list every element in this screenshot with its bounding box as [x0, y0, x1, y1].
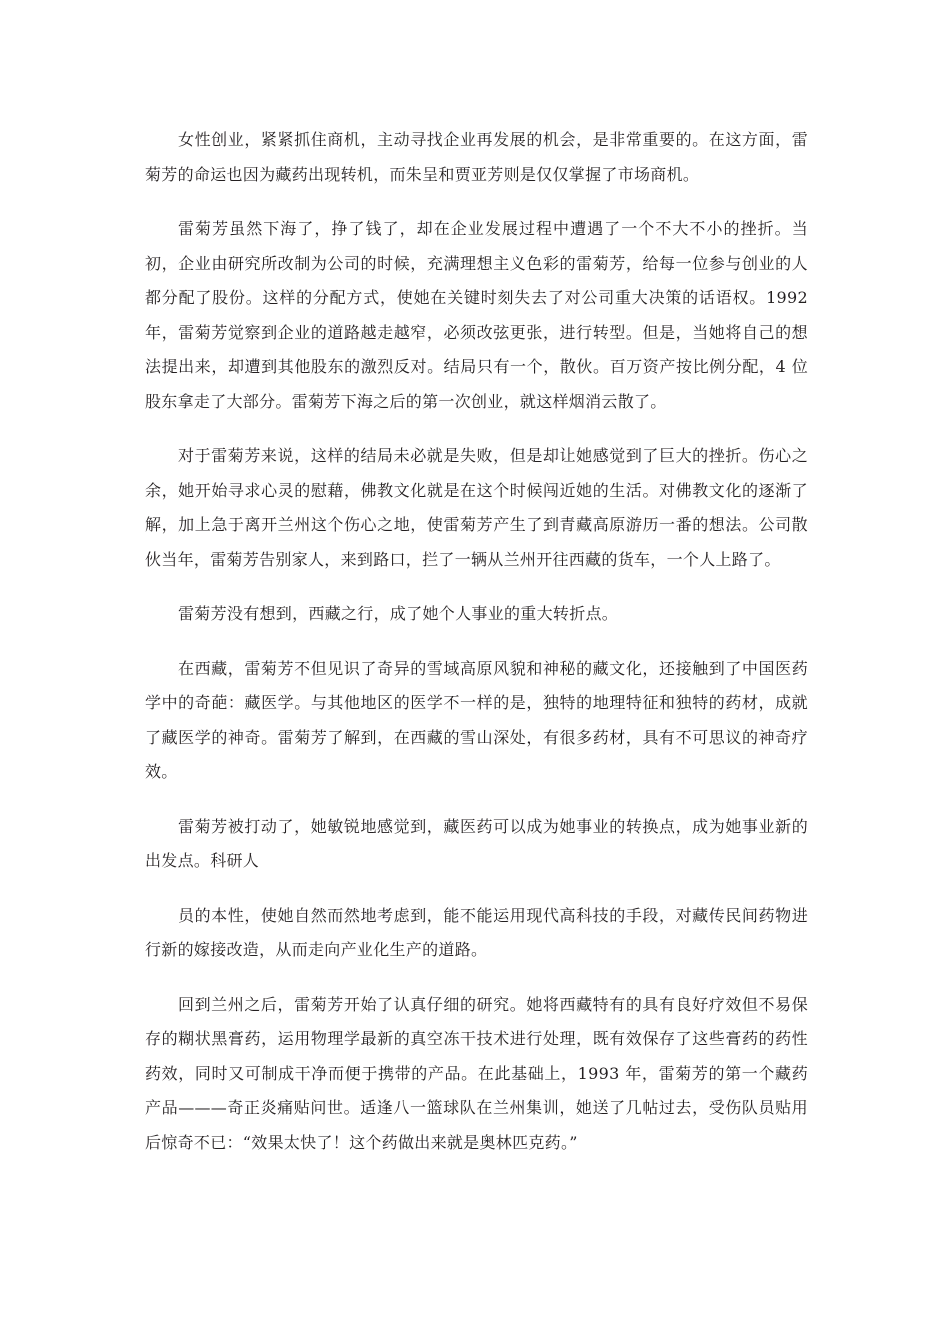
paragraph-3: 对于雷菊芳来说，这样的结局未必就是失败，但是却让她感觉到了巨大的挫折。伤心之余，她开始寻求心灵的慰藉，佛教文化就是在这个时候闯近她的生活。对佛教文化的逐渐了解，加上急于离开兰州这个伤心之地，使雷菊芳产生了到青藏高原游历一番的想法。公司散伙当年，雷菊芳告别家人，来到路口，拦了一辆从兰州开往西藏的货车，一个人上路了。 [145, 446, 808, 569]
paragraph-8: 回到兰州之后，雷菊芳开始了认真仔细的研究。她将西藏特有的具有良好疗效但不易保存的糊状黑膏药，运用物理学最新的真空冻干技术进行处理，既有效保存了这些膏药的药性药效，同时又可制成干净而便于携带的产品。在此基础上，1993 年，雷菊芳的第一个藏药产品———奇正炎痛贴问世。适逢八一篮球队在兰州集训，她送了几帖过去，受伤队员贴用后惊奇不已：“效果太快了！这个药做出来就是奥林匹克药。” [145, 994, 808, 1152]
paragraph-2: 雷菊芳虽然下海了，挣了钱了，却在企业发展过程中遭遇了一个不大不小的挫折。当初，企业由研究所改制为公司的时候，充满理想主义色彩的雷菊芳，给每一位参与创业的人都分配了股份。这样的分配方式，使她在关键时刻失去了对公司重大决策的话语权。1992 年，雷菊芳觉察到企业的道路越走越窄，必须改弦更张，进行转型。但是，当她将自己的想法提出来，却遭到其他股东的激烈反对。结局只有一个，散伙。百万资产按比例分配，4 位股东拿走了大部分。雷菊芳下海之后的第一次创业，就这样烟消云散了。 [145, 219, 808, 411]
article-body [145, 123, 808, 1180]
paragraph-6: 雷菊芳被打动了，她敏锐地感觉到，藏医药可以成为她事业的转换点，成为她事业新的出发点。科研人 [145, 816, 808, 870]
paragraph-5: 在西藏，雷菊芳不但见识了奇异的雪域高原风貌和神秘的藏文化，还接触到了中国医药学中的奇葩：藏医学。与其他地区的医学不一样的是，独特的地理特征和独特的药材，成就了藏医学的神奇。雷菊芳了解到，在西藏的雪山深处，有很多药材，具有不可思议的神奇疗效。 [145, 658, 808, 781]
paragraph-1: 女性创业，紧紧抓住商机，主动寻找企业再发展的机会，是非常重要的。在这方面，雷菊芳的命运也因为藏药出现转机，而朱呈和贾亚芳则是仅仅掌握了市场商机。 [145, 130, 808, 184]
paragraph-4: 雷菊芳没有想到，西藏之行，成了她个人事业的重大转折点。 [178, 604, 619, 623]
paragraph-7: 员的本性，使她自然而然地考虑到，能不能运用现代高科技的手段，对藏传民间药物进行新的嫁接改造，从而走向产业化生产的道路。 [145, 905, 808, 959]
